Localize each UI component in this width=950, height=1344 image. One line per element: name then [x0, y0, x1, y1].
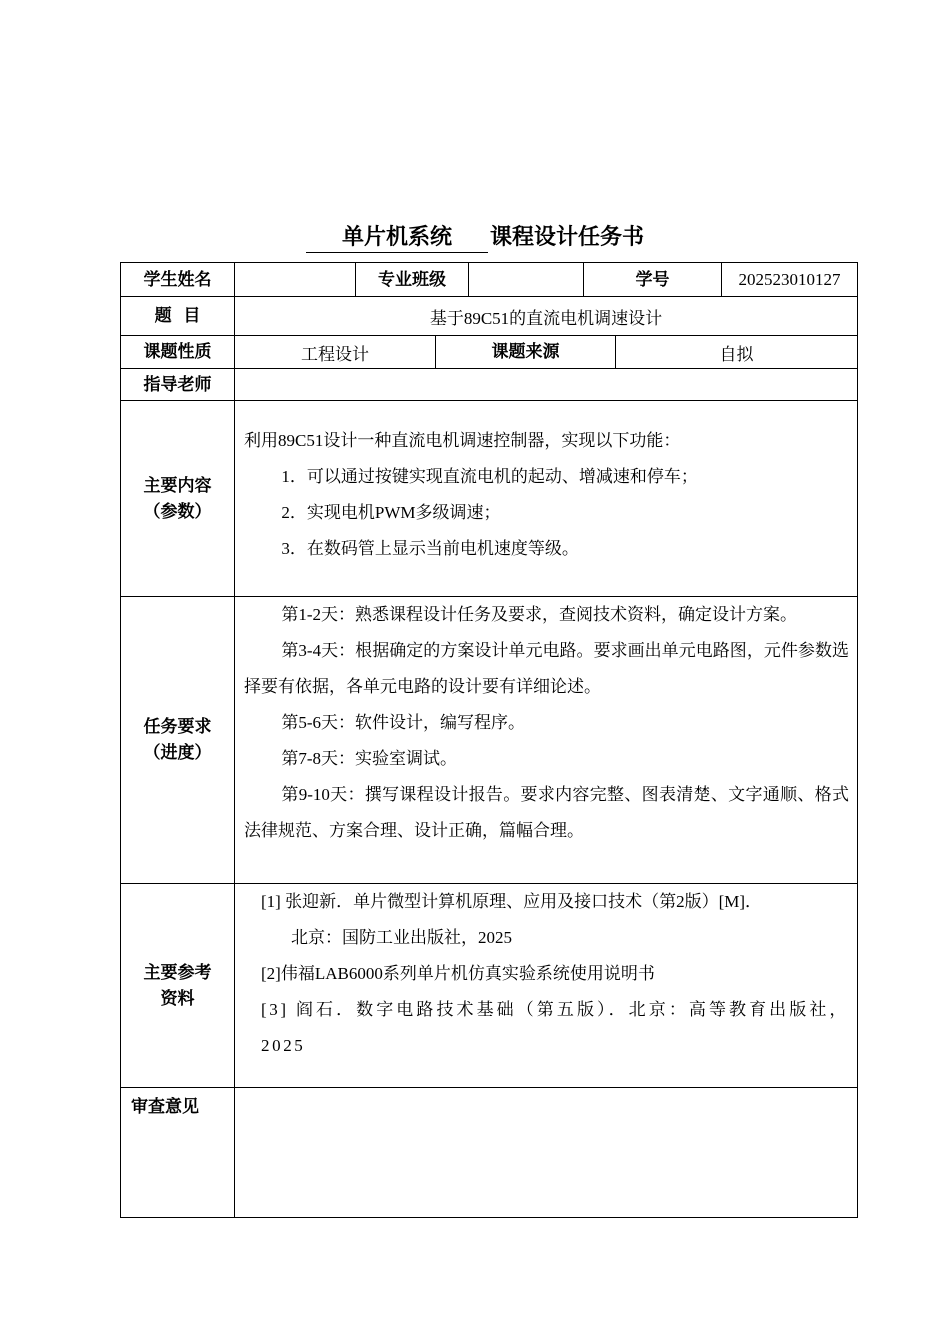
main-content-body [235, 401, 858, 597]
row-topic [121, 297, 858, 336]
review-label: 审查意见 [121, 1088, 235, 1218]
row-review [121, 1088, 858, 1218]
row-task-requirements [121, 597, 858, 884]
major-class-value [469, 263, 584, 297]
student-name-value [235, 263, 356, 297]
task-item-2: 第3-4天：根据确定的方案设计单元电路。要求画出单元电路图，元件参数选择要有依据，各单元电路的设计要有详细论述。 [244, 641, 849, 696]
row-main-content [121, 401, 858, 597]
student-id-label: 学号 [584, 263, 722, 297]
task-item-4: 第7-8天：实验室调试。 [281, 749, 458, 768]
task-body [235, 597, 858, 884]
task-item-3: 第5-6天：软件设计，编写程序。 [281, 713, 526, 732]
advisor-value [235, 369, 858, 401]
task-label-line2: （进度） [143, 743, 212, 763]
topic-label: 题 目 [121, 297, 235, 336]
row-student-info [121, 263, 858, 297]
task-form-table [120, 262, 858, 1218]
row-advisor [121, 369, 858, 401]
main-content-intro: 利用89C51设计一种直流电机调速控制器，实现以下功能： [244, 431, 681, 450]
topic-source-value: 自拟 [616, 336, 858, 369]
title-subject: 单片机系统 [306, 224, 488, 253]
document-title [0, 222, 950, 254]
references-body [235, 884, 858, 1088]
topic-value: 基于89C51的直流电机调速设计 [235, 297, 858, 336]
advisor-label: 指导老师 [121, 369, 235, 401]
row-references [121, 884, 858, 1088]
student-id-value: 202523010127 [722, 263, 858, 297]
title-rest: 课程设计任务书 [490, 225, 645, 250]
task-item-5: 第9-10天：撰写课程设计报告。要求内容完整、图表清楚、文字通顺、格式法律规范、方案合理、设计正确，篇幅合理。 [244, 785, 849, 840]
reference-1-line2: 北京：国防工业出版社，2025 [291, 928, 512, 947]
topic-nature-label: 课题性质 [121, 336, 235, 369]
ref-label-line1: 主要参考 [143, 962, 212, 983]
main-content-item-3: 3．在数码管上显示当前电机速度等级。 [281, 539, 579, 558]
ref-label-line2: 资料 [160, 988, 195, 1009]
main-content-item-2: 2．实现电机PWM多级调速； [281, 503, 501, 522]
topic-nature-value: 工程设计 [235, 336, 436, 369]
main-content-label [121, 401, 235, 597]
reference-3: [3] 阎石．数字电路技术基础（第五版）．北京：高等教育出版社，2025 [261, 1000, 849, 1055]
reference-2: [2]伟福LAB6000系列单片机仿真实验系统使用说明书 [261, 964, 655, 983]
task-item-1: 第1-2天：熟悉课程设计任务及要求，查阅技术资料，确定设计方案。 [281, 605, 798, 624]
main-content-item-1: 1．可以通过按键实现直流电机的起动、增减速和停车； [281, 467, 698, 486]
task-label [121, 597, 235, 884]
review-value [235, 1088, 858, 1218]
student-name-label: 学生姓名 [121, 263, 235, 297]
reference-1-line1: [1] 张迎新．单片微型计算机原理、应用及接口技术（第2版）[M]． [261, 892, 763, 911]
major-class-label: 专业班级 [356, 263, 469, 297]
main-content-label-line2: （参数） [143, 501, 212, 522]
row-topic-nature [121, 336, 858, 369]
ref-label [121, 884, 235, 1088]
topic-source-label: 课题来源 [436, 336, 616, 369]
main-content-label-line1: 主要内容 [143, 475, 212, 496]
task-label-line1: 任务要求 [143, 717, 212, 737]
